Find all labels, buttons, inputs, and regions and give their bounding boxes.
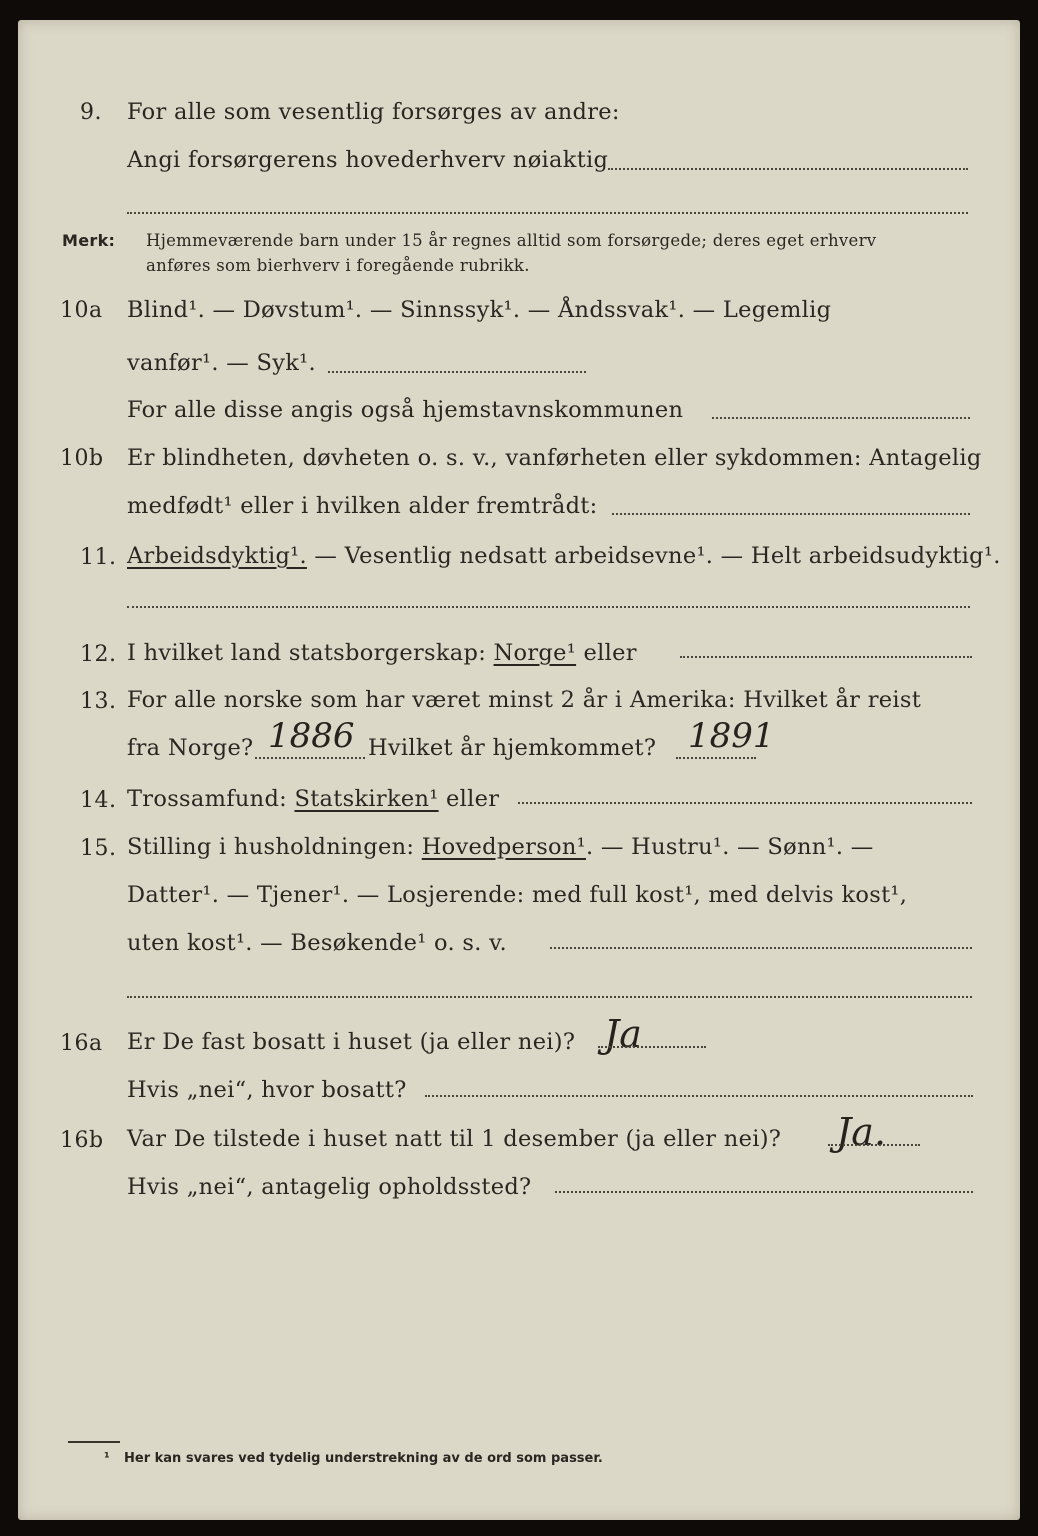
q11-option-arbeidsdyktig[interactable]: Arbeidsdyktig¹. xyxy=(127,543,307,569)
q9-line1: For alle som vesentlig forsørges av andre: xyxy=(127,99,620,125)
q16b-line1: Var De tilstede i huset natt til 1 desember (ja eller nei)? xyxy=(127,1126,782,1152)
q10b-number: 10b xyxy=(60,446,104,471)
q15-option-hovedperson[interactable]: Hovedperson¹ xyxy=(421,834,586,860)
q13-answer-hjem: 1891 xyxy=(688,716,775,756)
q13-answer-reist: 1886 xyxy=(268,716,355,756)
q10b-line2: medfødt¹ eller i hvilken alder fremtrådt: xyxy=(127,493,598,519)
q15-line3: uten kost¹. — Besøkende¹ o. s. v. xyxy=(127,930,507,956)
q13-line2b: Hvilket år hjemkommet? xyxy=(368,735,657,761)
q10a-answer-field[interactable] xyxy=(328,371,586,373)
merk-label: Merk: xyxy=(62,231,116,250)
q10a-kommune-field[interactable] xyxy=(712,417,970,419)
q9-line2: Angi forsørgerens hovederhverv nøiaktig xyxy=(127,147,609,173)
q11-text: Arbeidsdyktig¹. — Vesentlig nedsatt arbeidsevne¹. — Helt arbeidsudyktig¹. xyxy=(127,543,1001,569)
footnote-mark: ¹ xyxy=(104,1451,110,1466)
q9-extra-line[interactable] xyxy=(127,212,968,214)
q16b-line2: Hvis „nei“, antagelig opholdssted? xyxy=(127,1174,532,1200)
q16a-bosatt-field[interactable] xyxy=(425,1095,973,1097)
q15-number: 15. xyxy=(80,836,117,861)
q13-line1: For alle norske som har været minst 2 år i Amerika: Hvilket år reist xyxy=(127,687,922,713)
footnote-rule xyxy=(68,1441,120,1443)
q13-number: 13. xyxy=(80,689,117,714)
q11-extra-line[interactable] xyxy=(127,606,970,608)
q16a-line1: Er De fast bosatt i huset (ja eller nei)? xyxy=(127,1029,576,1055)
q14-text: Trossamfund: Statskirken¹ eller xyxy=(127,786,500,812)
q16a-line2: Hvis „nei“, hvor bosatt? xyxy=(127,1077,407,1103)
q14-number: 14. xyxy=(80,788,117,813)
merk-line1: Hjemmeværende barn under 15 år regnes alltid som forsørgede; deres eget erhverv xyxy=(146,231,877,250)
q11-number: 11. xyxy=(80,545,117,570)
q13-line2a: fra Norge? xyxy=(127,735,254,761)
q16b-answer-field[interactable] xyxy=(828,1144,920,1146)
q13-hjem-field[interactable] xyxy=(676,757,756,759)
q16b-answer: Ja. xyxy=(836,1110,886,1154)
q12-text: I hvilket land statsborgerskap: Norge¹ eller xyxy=(127,640,637,666)
q16a-answer-field[interactable] xyxy=(598,1046,706,1048)
footnote-text: Her kan svares ved tydelig understrekning av de ord som passer. xyxy=(124,1451,603,1466)
q10a-line3: For alle disse angis også hjemstavnskommunen xyxy=(127,397,684,423)
q15-line1: Stilling i husholdningen: Hovedperson¹. — Hustru¹. — Sønn¹. — xyxy=(127,834,874,860)
q16a-answer: Ja xyxy=(604,1012,642,1056)
q10a-line2: vanfør¹. — Syk¹. xyxy=(127,350,316,376)
q10a-line1: Blind¹. — Døvstum¹. — Sinnssyk¹. — Åndssvak¹. — Legemlig xyxy=(127,297,832,323)
q16b-opholdssted-field[interactable] xyxy=(555,1191,973,1193)
q15-extra-line[interactable] xyxy=(127,996,972,998)
q9-answer-field[interactable] xyxy=(608,168,968,170)
q10a-number: 10a xyxy=(60,298,103,323)
q10b-line1: Er blindheten, døvheten o. s. v., vanførheten eller sykdommen: Antagelig xyxy=(127,445,982,471)
q14-answer-field[interactable] xyxy=(518,802,972,804)
q12-option-norge[interactable]: Norge¹ xyxy=(493,640,577,666)
merk-line2: anføres som bierhverv i foregående rubrikk. xyxy=(146,256,530,275)
q12-number: 12. xyxy=(80,642,117,667)
q16b-number: 16b xyxy=(60,1128,104,1153)
q14-option-statskirken[interactable]: Statskirken¹ xyxy=(294,786,439,812)
q12-answer-field[interactable] xyxy=(680,656,972,658)
q9-number: 9. xyxy=(80,100,102,125)
q15-answer-field[interactable] xyxy=(550,947,972,949)
q15-line2: Datter¹. — Tjener¹. — Losjerende: med full kost¹, med delvis kost¹, xyxy=(127,882,908,908)
q13-reist-field[interactable] xyxy=(255,757,365,759)
q10b-answer-field[interactable] xyxy=(612,513,970,515)
q16a-number: 16a xyxy=(60,1031,103,1056)
